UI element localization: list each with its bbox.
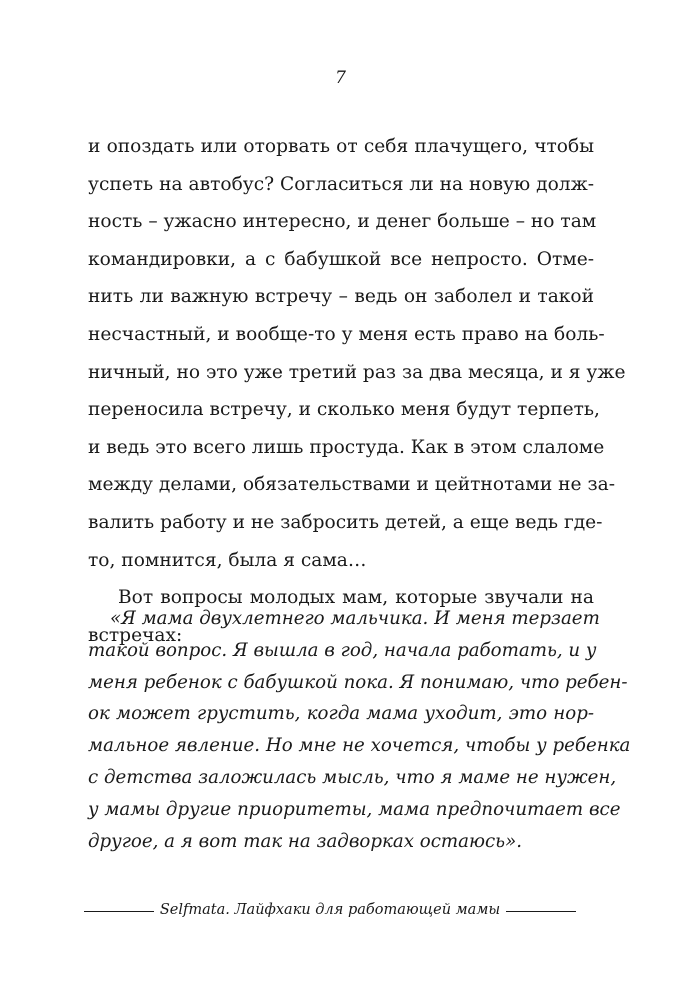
footer-rule-left — [84, 911, 154, 912]
text-line: успеть на автобус? Согласиться ли на новую долж- — [88, 173, 594, 195]
quote-line: мальное явление. Но мне не хочется, чтобы у ребенка — [88, 735, 631, 757]
text-line: ность – ужасно интересно, и денег больше – но там — [88, 211, 597, 233]
text-line: то, помнится, была я сама… — [88, 549, 367, 571]
text-line: командировки, а с бабушкой все непросто. Отме- — [88, 248, 594, 270]
quote-block — [88, 604, 631, 858]
page-number: 7 — [335, 68, 346, 88]
text-line: переносила встречу, и сколько меня будут терпеть, — [88, 399, 600, 421]
quote-line: меня ребенок с бабушкой пока. Я понимаю, что ребен- — [88, 671, 628, 693]
running-footer — [84, 902, 576, 918]
text-line: между делами, обязательствами и цейтнотами не за- — [88, 474, 615, 496]
quote-line: с детства заложилась мысль, что я маме не нужен, — [88, 766, 617, 788]
body-text — [88, 132, 626, 658]
quote-line: у мамы другие приоритеты, мама предпочитает все — [88, 798, 621, 820]
book-title: Selfmata. Лайфхаки для работающей мамы — [159, 902, 501, 918]
text-line: валить работу и не забросить детей, а еще ведь где- — [88, 511, 603, 533]
quote-line: «Я мама двухлетнего мальчика. И меня терзает — [110, 608, 600, 629]
text-line: нить ли важную встречу – ведь он заболел и такой — [88, 286, 594, 308]
quote-line: такой вопрос. Я вышла в год, начала работать, и у — [88, 639, 597, 661]
text-line: и ведь это всего лишь простуда. Как в этом слаломе — [88, 436, 605, 458]
footer-rule-right — [506, 911, 576, 912]
quote-line: ок может грустить, когда мама уходит, это нор- — [88, 703, 594, 725]
paragraph-line: Вот вопросы молодых мам, которые звучали на — [118, 587, 594, 609]
quote-line: другое, а я вот так на задворках остаюсь». — [88, 830, 522, 852]
text-line: и опоздать или оторвать от себя плачущего, чтобы — [88, 136, 594, 157]
paragraph-line: встречах: — [88, 624, 183, 646]
text-line: несчастный, и вообще-то у меня есть право на боль- — [88, 323, 605, 345]
text-line: ничный, но это уже третий раз за два месяца, и я уже — [88, 361, 626, 383]
